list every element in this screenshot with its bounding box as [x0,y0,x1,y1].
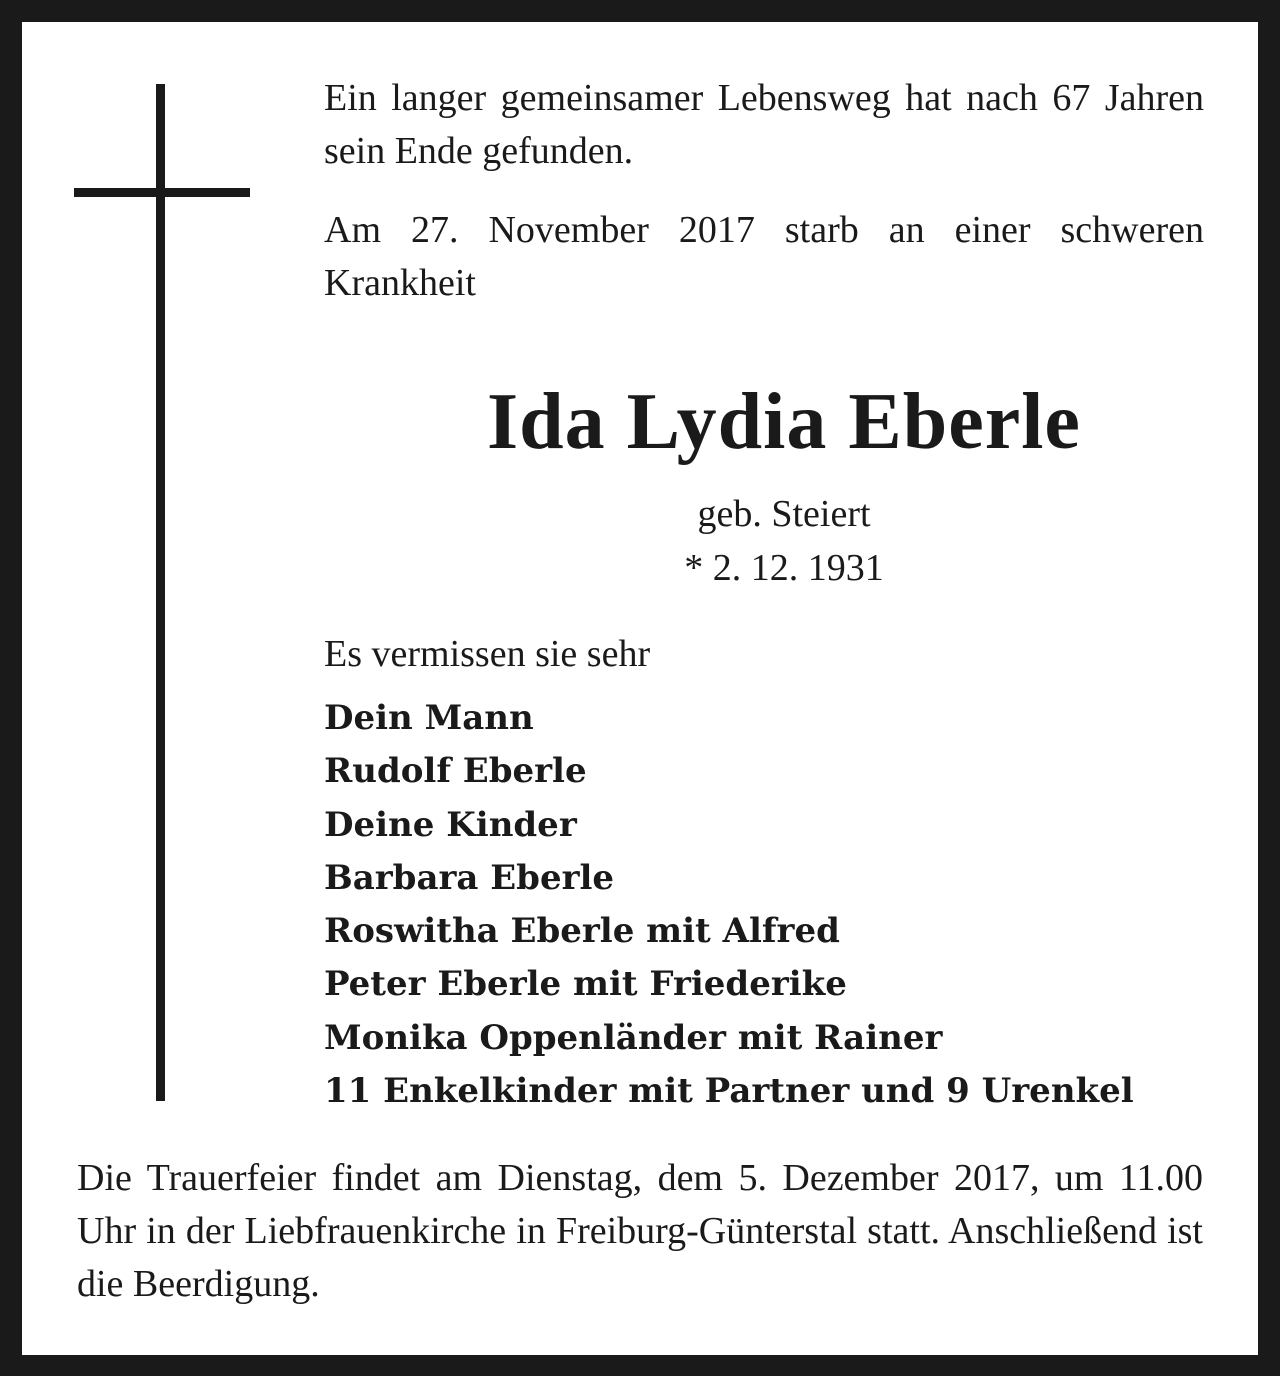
mourner-entry: 11 Enkelkinder mit Partner und 9 Urenkel [324,1071,1134,1112]
mourner-entry: Roswitha Eberle mit Alfred [324,911,840,952]
deceased-name: Ida Lydia Eberle [487,378,1081,466]
maiden-name: geb. Steiert [697,493,871,535]
intro-text: Ein langer gemeinsamer Lebensweg hat nach 67 Jahren sein Ende gefunden. [324,77,1204,172]
mourner-entry: Peter Eberle mit Friederike [324,964,847,1005]
cross-icon-vertical-bar [156,84,165,1101]
mourner-entry: Dein Mann [324,698,534,738]
obituary-notice [22,22,1258,1355]
mourner-entry: Deine Kinder [324,804,577,845]
mourner-entry: Rudolf Eberle [324,751,587,792]
mourners-list [324,692,1224,1118]
deceased-details [324,487,1244,595]
mourner-entry: Barbara Eberle [324,857,615,898]
cross-icon-horizontal-bar [74,188,250,197]
mourner-entry: Monika Oppenländer mit Rainer [324,1017,943,1058]
birth-date: * 2. 12. 1931 [684,547,884,589]
mourners-intro: Es vermissen sie sehr [324,633,651,675]
death-announcement: Am 27. November 2017 starb an einer schweren Krankheit [324,209,1204,304]
funeral-information: Die Trauerfeier findet am Dienstag, dem 5. Dezember 2017, um 11.00 Uhr in der Liebfrauenkirche in Freiburg-Günterstal statt. Anschließend ist die Beerdigung. [77,1157,1203,1305]
